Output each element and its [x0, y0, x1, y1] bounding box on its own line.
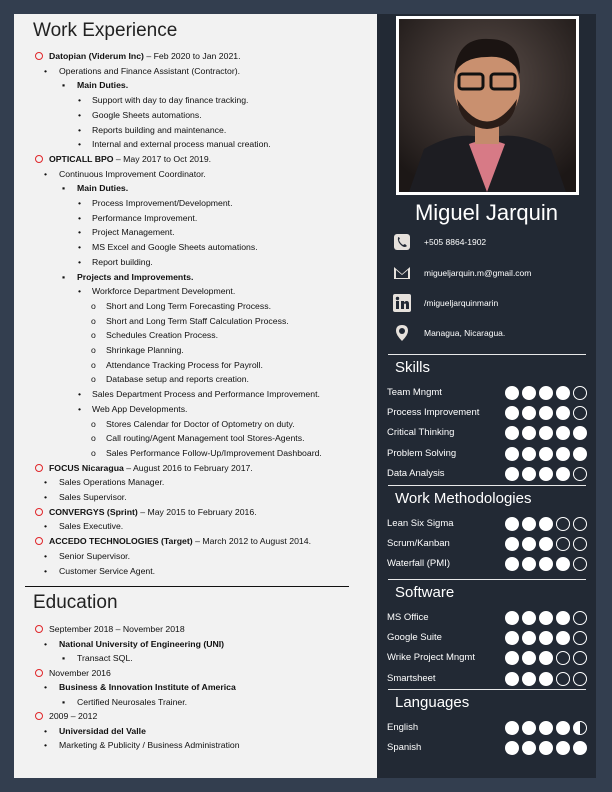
- rating-dot-icon: [556, 557, 570, 571]
- skill-row: [387, 720, 592, 736]
- rating-dot-icon: [505, 631, 519, 645]
- list-item-text: Sales Supervisor.: [59, 492, 127, 502]
- rating-dot-icon: [505, 447, 519, 461]
- rating-dot-icon: [573, 557, 587, 571]
- list-item-text: September 2018 – November 2018: [49, 624, 185, 634]
- list-item-bold: Main Duties.: [77, 80, 129, 91]
- rating-dot-icon: [505, 672, 519, 686]
- rating-dot-icon: [522, 426, 536, 440]
- bullet-icon: •: [78, 256, 82, 267]
- list-item-text: Short and Long Term Forecasting Process.: [106, 300, 271, 311]
- rating-dot-icon: [573, 386, 587, 400]
- rating-dot-icon: [573, 426, 587, 440]
- list-item-text: – August 2016 to February 2017.: [123, 462, 253, 473]
- rating-dot-icon: [539, 517, 553, 531]
- skill-rating: [505, 386, 587, 400]
- bullet-icon: o: [91, 300, 96, 311]
- bullet-icon: •: [78, 242, 82, 253]
- right-column: [377, 14, 596, 778]
- skill-row: [387, 536, 592, 552]
- rating-dot-icon: [505, 386, 519, 400]
- skill-rating: [505, 741, 587, 755]
- list-item-text: Schedules Creation Process.: [106, 330, 219, 341]
- rating-dot-icon: [573, 631, 587, 645]
- bullet-icon: •: [44, 682, 48, 692]
- bullet-icon: ▪: [62, 696, 66, 707]
- work-experience-heading: Work Experience: [33, 20, 178, 41]
- rating-dot-icon: [505, 537, 519, 551]
- rating-dot-icon: [573, 651, 587, 665]
- list-item-text: Sales Performance Follow-Up/Improvement Dashboard.: [106, 447, 322, 458]
- rating-dot-icon: [556, 386, 570, 400]
- rating-dot-icon: [522, 406, 536, 420]
- email-icon: [393, 264, 411, 282]
- list-item: [59, 490, 127, 504]
- education-heading: Education: [33, 592, 118, 613]
- skill-rating: [505, 517, 587, 531]
- rating-dot-icon: [556, 611, 570, 625]
- list-item: [77, 78, 128, 92]
- list-item-text: 2009 – 2012: [49, 711, 98, 721]
- bullet-icon: •: [78, 109, 82, 120]
- list-item-text: Reports building and maintenance.: [92, 124, 227, 135]
- skill-rating: [505, 672, 587, 686]
- list-item: [59, 549, 130, 563]
- skill-label: Scrum/Kanban: [387, 538, 450, 550]
- rating-dot-icon: [522, 447, 536, 461]
- skill-label: Wrike Project Mngmt: [387, 652, 475, 664]
- list-item-text: – May 2015 to February 2016.: [137, 506, 257, 517]
- rating-dot-icon: [573, 741, 587, 755]
- list-item: [92, 284, 235, 298]
- bullet-icon: o: [91, 433, 96, 444]
- list-item-text: Google Sheets automations.: [92, 109, 202, 120]
- list-item: [92, 387, 320, 401]
- list-item-text: – March 2012 to August 2014.: [192, 536, 312, 547]
- bullet-icon: •: [44, 521, 48, 532]
- list-item: [77, 181, 128, 195]
- list-item-bold: CONVERGYS (Sprint): [49, 506, 138, 517]
- list-item-text: Project Management.: [92, 227, 175, 238]
- list-item-text: – Feb 2020 to Jan 2021.: [143, 51, 241, 61]
- list-item-text: Operations and Finance Assistant (Contractor).: [59, 65, 241, 76]
- rating-dot-icon: [505, 517, 519, 531]
- rating-dot-icon: [539, 672, 553, 686]
- list-item: [49, 622, 185, 636]
- list-item-bold: Business & Innovation Institute of America: [59, 682, 236, 692]
- bullet-icon: •: [78, 124, 82, 135]
- rating-dot-icon: [556, 517, 570, 531]
- list-item: [49, 505, 257, 519]
- rating-dot-icon: [505, 611, 519, 625]
- circle-bullet-icon: [35, 155, 43, 163]
- bullet-icon: ▪: [62, 183, 66, 194]
- left-column: [14, 14, 377, 778]
- list-item: [49, 152, 211, 166]
- list-item: [59, 475, 164, 489]
- rating-dot-icon: [522, 537, 536, 551]
- bullet-icon: •: [44, 740, 48, 750]
- rating-dot-icon: [556, 631, 570, 645]
- rating-dot-icon: [505, 557, 519, 571]
- list-item: [49, 534, 311, 548]
- list-item-bold: Universidad del Valle: [59, 725, 146, 736]
- rating-dot-icon: [522, 611, 536, 625]
- rating-dot-icon: [505, 721, 519, 735]
- contact-text: Managua, Nicaragua.: [424, 328, 506, 338]
- list-item-bold: ACCEDO TECHNOLOGIES (Target): [49, 536, 193, 547]
- bullet-icon: o: [91, 374, 96, 385]
- section-divider: [388, 689, 586, 690]
- bullet-icon: •: [78, 286, 82, 297]
- list-item-bold: Main Duties.: [77, 183, 129, 194]
- skill-label: Smartsheet: [387, 672, 436, 684]
- bullet-icon: •: [78, 389, 82, 400]
- profile-photo: [396, 16, 579, 195]
- skill-label: MS Office: [387, 612, 429, 623]
- bullet-icon: •: [44, 492, 48, 502]
- skill-label: Waterfall (PMI): [387, 558, 450, 570]
- rating-dot-icon: [505, 651, 519, 665]
- bullet-icon: •: [44, 725, 48, 736]
- rating-dot-icon: [573, 467, 587, 481]
- list-item: [59, 564, 155, 578]
- skill-label: Process Improvement: [387, 407, 480, 419]
- list-item: [59, 64, 240, 78]
- rating-dot-icon: [556, 426, 570, 440]
- rating-dot-icon: [556, 672, 570, 686]
- rating-dot-icon: [522, 651, 536, 665]
- list-item-text: Customer Service Agent.: [59, 565, 156, 576]
- skill-row: [387, 405, 592, 421]
- rating-dot-icon: [573, 406, 587, 420]
- list-item: [59, 738, 240, 752]
- circle-bullet-icon: [35, 712, 43, 720]
- rating-dot-icon: [556, 537, 570, 551]
- list-item-text: Support with day to day finance tracking.: [92, 95, 249, 106]
- list-item-text: Certified Neurosales Trainer.: [77, 696, 188, 707]
- list-item-text: Senior Supervisor.: [59, 550, 130, 561]
- list-item-text: – May 2017 to Oct 2019.: [113, 153, 212, 164]
- rating-dot-icon: [539, 537, 553, 551]
- list-item: [106, 417, 295, 431]
- rating-dot-icon: [556, 467, 570, 481]
- circle-bullet-icon: [35, 52, 43, 60]
- skill-row: [387, 610, 592, 626]
- contact-text: migueljarquin.m@gmail.com: [424, 268, 532, 278]
- list-item: [92, 108, 202, 122]
- bullet-icon: •: [78, 198, 82, 208]
- list-item: [106, 431, 304, 445]
- section-heading: Languages: [395, 694, 470, 711]
- list-item: [77, 695, 187, 709]
- bullet-icon: o: [91, 315, 96, 326]
- skill-rating: [505, 406, 587, 420]
- bullet-icon: •: [44, 65, 48, 76]
- skill-label: Data Analysis: [387, 467, 445, 479]
- rating-dot-icon: [505, 426, 519, 440]
- rating-dot-icon: [522, 386, 536, 400]
- circle-bullet-icon: [35, 669, 43, 677]
- section-divider: [388, 485, 586, 486]
- skill-label: Critical Thinking: [387, 427, 455, 439]
- list-item-text: Database setup and reports creation.: [106, 374, 249, 385]
- section-divider: [388, 354, 586, 355]
- list-item: [92, 137, 271, 151]
- list-item: [106, 299, 271, 313]
- list-item: [92, 196, 233, 210]
- circle-bullet-icon: [35, 625, 43, 633]
- list-item-text: Sales Operations Manager.: [59, 477, 165, 488]
- list-item-text: Process Improvement/Development.: [92, 198, 233, 208]
- bullet-icon: o: [91, 330, 96, 341]
- rating-dot-icon: [505, 467, 519, 481]
- list-item: [59, 519, 123, 533]
- skill-label: Google Suite: [387, 632, 442, 644]
- skill-rating: [505, 631, 587, 645]
- skill-row: [387, 740, 592, 756]
- section-divider: [25, 586, 349, 587]
- bullet-icon: ▪: [62, 653, 66, 663]
- bullet-icon: o: [91, 359, 96, 370]
- list-item-text: Short and Long Term Staff Calculation Process.: [106, 315, 289, 326]
- bullet-icon: •: [44, 477, 48, 488]
- bullet-icon: o: [91, 345, 96, 355]
- rating-dot-icon: [573, 537, 587, 551]
- list-item-text: Continuous Improvement Coordinator.: [59, 168, 206, 179]
- list-item: [92, 402, 187, 416]
- list-item: [92, 123, 226, 137]
- list-item: [59, 680, 236, 694]
- list-item: [92, 240, 258, 254]
- skill-label: Team Mngmt: [387, 387, 442, 398]
- skill-rating: [505, 611, 587, 625]
- bullet-icon: ▪: [62, 271, 66, 282]
- rating-dot-icon: [573, 672, 587, 686]
- bullet-icon: •: [44, 565, 48, 576]
- list-item-bold: Datopian (Viderum Inc): [49, 51, 144, 61]
- list-item-text: Sales Executive.: [59, 521, 124, 532]
- bullet-icon: •: [78, 139, 82, 150]
- rating-dot-icon: [522, 721, 536, 735]
- rating-dot-icon: [505, 406, 519, 420]
- rating-dot-icon: [573, 611, 587, 625]
- rating-dot-icon: [539, 651, 553, 665]
- rating-dot-icon: [573, 517, 587, 531]
- list-item-text: Internal and external process manual creation.: [92, 139, 271, 150]
- bullet-icon: •: [44, 550, 48, 561]
- list-item: [49, 461, 253, 475]
- rating-dot-icon: [539, 386, 553, 400]
- rating-dot-icon: [539, 467, 553, 481]
- circle-bullet-icon: [35, 464, 43, 472]
- list-item-text: Web App Developments.: [92, 403, 188, 414]
- list-item-text: Report building.: [92, 256, 153, 267]
- rating-dot-icon: [522, 517, 536, 531]
- rating-dot-icon: [539, 406, 553, 420]
- list-item: [92, 255, 153, 269]
- skill-row: [387, 385, 592, 401]
- skill-row: [387, 650, 592, 666]
- rating-dot-icon: [539, 611, 553, 625]
- skill-row: [387, 516, 592, 532]
- list-item: [106, 358, 263, 372]
- circle-bullet-icon: [35, 537, 43, 545]
- list-item-text: Stores Calendar for Doctor of Optometry on duty.: [106, 418, 295, 429]
- list-item: [59, 637, 224, 651]
- location-icon: [393, 324, 411, 342]
- rating-dot-icon: [522, 631, 536, 645]
- list-item: [106, 372, 249, 386]
- skill-row: [387, 446, 592, 462]
- list-item-bold: FOCUS Nicaragua: [49, 462, 124, 473]
- skill-row: [387, 556, 592, 572]
- skill-rating: [505, 447, 587, 461]
- contact-text: +505 8864-1902: [424, 237, 487, 247]
- section-divider: [388, 579, 586, 580]
- list-item: [77, 651, 133, 665]
- rating-dot-icon: [556, 721, 570, 735]
- skill-row: [387, 425, 592, 441]
- rating-dot-icon: [522, 557, 536, 571]
- list-item: [49, 709, 97, 723]
- list-item: [49, 49, 241, 63]
- list-item-text: Call routing/Agent Management tool Stores-Agents.: [106, 433, 305, 444]
- section-heading: Work Methodologies: [395, 490, 532, 507]
- section-heading: Software: [395, 584, 455, 601]
- candidate-name: Miguel Jarquin: [414, 200, 559, 225]
- rating-dot-icon: [539, 631, 553, 645]
- rating-dot-icon: [522, 741, 536, 755]
- skill-label: English: [387, 722, 419, 733]
- bullet-icon: •: [78, 403, 82, 414]
- linkedin-icon: [393, 294, 411, 312]
- skill-rating: [505, 537, 587, 551]
- skill-row: [387, 466, 592, 482]
- list-item: [106, 314, 289, 328]
- skill-rating: [505, 721, 587, 735]
- list-item: [92, 93, 248, 107]
- skill-rating: [505, 557, 587, 571]
- bullet-icon: •: [78, 227, 82, 238]
- bullet-icon: o: [91, 418, 96, 429]
- skill-label: Lean Six Sigma: [387, 518, 454, 529]
- bullet-icon: •: [44, 168, 48, 179]
- skill-rating: [505, 467, 587, 481]
- list-item-bold: National University of Engineering (UNI): [59, 638, 225, 649]
- rating-dot-icon: [505, 741, 519, 755]
- list-item: [59, 167, 206, 181]
- rating-dot-icon: [573, 447, 587, 461]
- rating-dot-icon: [539, 426, 553, 440]
- circle-bullet-icon: [35, 508, 43, 516]
- list-item-text: Marketing & Publicity / Business Administration: [59, 740, 240, 750]
- list-item-bold: OPTICALL BPO: [49, 153, 114, 164]
- skill-row: [387, 671, 592, 687]
- skill-label: Problem Solving: [387, 447, 457, 459]
- rating-dot-icon: [539, 721, 553, 735]
- bullet-icon: •: [78, 95, 82, 106]
- bullet-icon: ▪: [62, 80, 66, 91]
- rating-dot-icon: [539, 741, 553, 755]
- skill-label: Spanish: [387, 742, 422, 754]
- list-item: [77, 270, 193, 284]
- list-item-text: Attendance Tracking Process for Payroll.: [106, 359, 263, 370]
- list-item-text: Sales Department Process and Performance Improvement.: [92, 389, 320, 400]
- list-item: [92, 211, 197, 225]
- phone-icon: [393, 233, 411, 251]
- list-item-text: November 2016: [49, 667, 111, 678]
- list-item: [92, 225, 175, 239]
- list-item-text: Workforce Department Development.: [92, 286, 236, 297]
- list-item-text: Transact SQL.: [77, 653, 133, 663]
- list-item-bold: Projects and Improvements.: [77, 271, 194, 282]
- rating-dot-icon: [522, 467, 536, 481]
- bullet-icon: •: [44, 638, 48, 649]
- skill-row: [387, 630, 592, 646]
- list-item: [49, 666, 111, 680]
- list-item: [59, 724, 146, 738]
- list-item-text: Performance Improvement.: [92, 212, 198, 223]
- rating-dot-icon: [556, 651, 570, 665]
- bullet-icon: •: [78, 212, 82, 223]
- list-item: [106, 328, 218, 342]
- rating-dot-icon: [573, 721, 587, 735]
- skill-rating: [505, 426, 587, 440]
- rating-dot-icon: [556, 406, 570, 420]
- list-item-text: MS Excel and Google Sheets automations.: [92, 242, 258, 253]
- rating-dot-icon: [539, 447, 553, 461]
- list-item: [106, 446, 322, 460]
- rating-dot-icon: [539, 557, 553, 571]
- section-heading: Skills: [395, 359, 431, 376]
- contact-text: /migueljarquinmarin: [424, 298, 499, 308]
- list-item: [106, 343, 184, 357]
- rating-dot-icon: [556, 447, 570, 461]
- list-item-text: Shrinkage Planning.: [106, 345, 184, 355]
- bullet-icon: o: [91, 447, 96, 458]
- rating-dot-icon: [522, 672, 536, 686]
- skill-rating: [505, 651, 587, 665]
- rating-dot-icon: [556, 741, 570, 755]
